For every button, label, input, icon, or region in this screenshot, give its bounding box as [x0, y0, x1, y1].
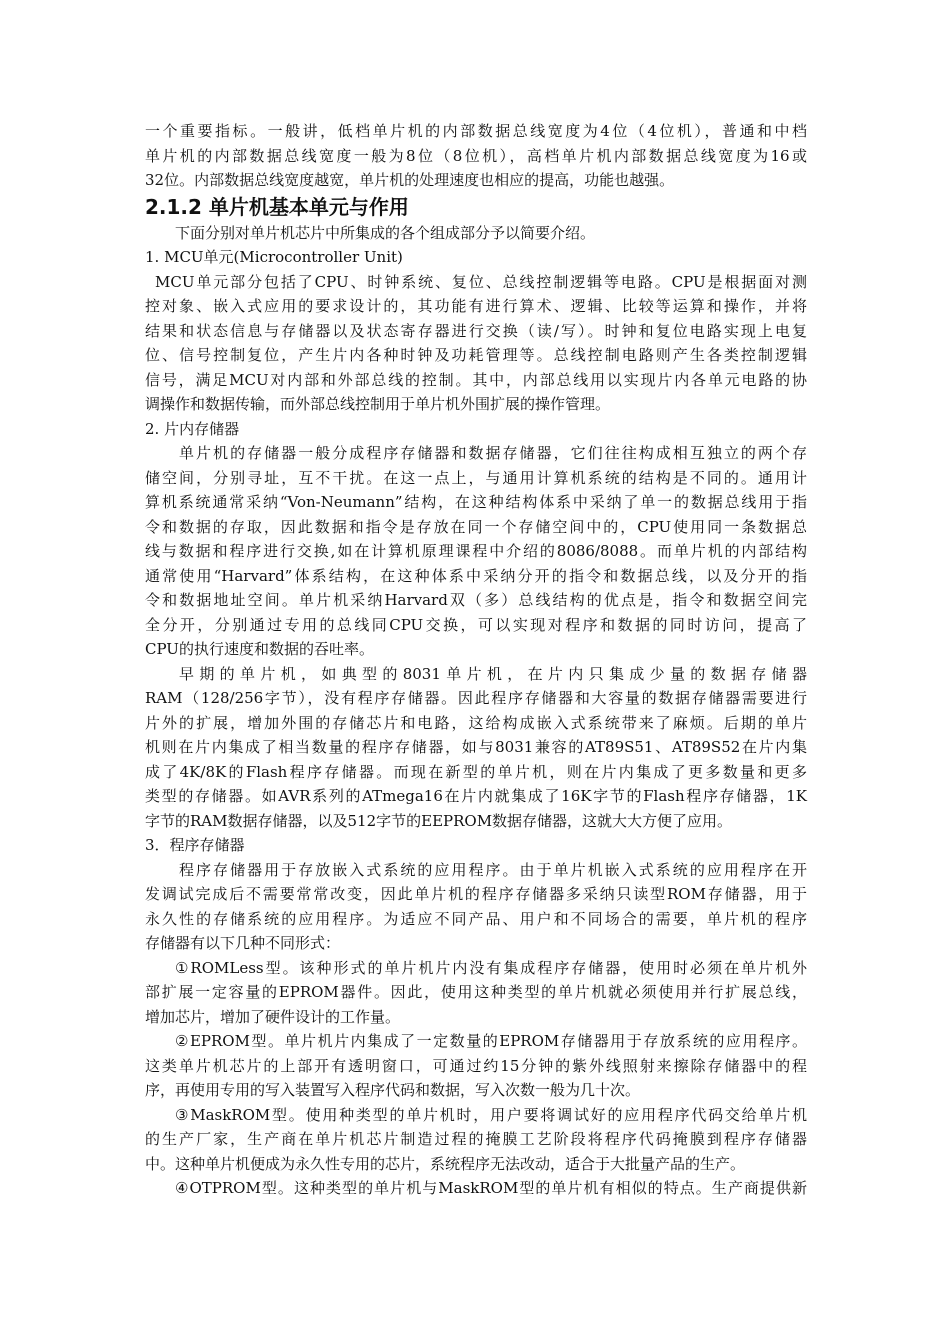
list-item-eprom	[145, 1029, 807, 1103]
text-line: ③MaskROM型。使用种类型的单片机时，用户要将调试好的应用程序代码交给单片机	[175, 1105, 807, 1124]
text-line: 序，再使用专用的写入装置写入程序代码和数据，写入次数一般为几十次。	[145, 1081, 641, 1099]
intro-paragraph	[145, 119, 807, 193]
mcu-paragraph	[145, 270, 807, 417]
text-line: 线与数据和程序进行交换,如在计算机原理课程中介绍的8086/8088。而单片机的内部结构	[145, 542, 807, 560]
section-heading: 2.1.2 单片机基本单元与作用	[145, 194, 409, 219]
text-line: 机则在片内集成了相当数量的程序存储器，如与8031兼容的AT89S51、AT89S52在片内集	[145, 738, 807, 756]
text-line: 早期的单片机，如典型的8031单片机，在片内只集成少量的数据存储器	[179, 664, 807, 683]
text-line: 32位。内部数据总线宽度越宽，单片机的处理速度也相应的提高，功能也越强。	[145, 171, 675, 189]
subsection-title-memory: 2. 片内存储器	[145, 419, 240, 438]
text-line: 令和数据地址空间。单片机采纳Harvard双（多）总线结构的优点是，指令和数据空间完	[145, 591, 807, 609]
list-item-romless	[145, 956, 807, 1030]
text-line: 单片机的内部数据总线宽度一般为8位（8位机），高档单片机内部数据总线宽度为16或	[145, 146, 807, 165]
text-line: 位、信号控制复位，产生片内各种时钟及功耗管理等。总线控制电路则产生各类控制逻辑	[145, 346, 807, 364]
text-line: 这类单片机芯片的上部开有透明窗口，可通过约15分钟的紫外线照射来擦除存储器中的程	[145, 1056, 807, 1075]
text-line: 发调试完成后不需要常常改变，因此单片机的程序存储器多采纳只读型ROM存储器，用于	[145, 885, 807, 903]
text-line: MCU单元部分包括了CPU、时钟系统、复位、总线控制逻辑等电路。CPU是根据面对测	[155, 272, 807, 291]
text-line: 结果和状态信息与存储器以及状态寄存器进行交换（读/写）。时钟和复位电路实现上电复	[145, 321, 807, 340]
text-line: 中。这种单片机便成为永久性专用的芯片，系统程序无法改动，适合于大批量产品的生产。	[145, 1154, 746, 1173]
text-line: 一个重要指标。一般讲，低档单片机的内部数据总线宽度为4位（4位机），普通和中档	[145, 122, 807, 140]
text-line: 单片机的存储器一般分成程序存储器和数据存储器，它们往往构成相互独立的两个存	[179, 444, 807, 462]
list-item-otprom	[145, 1176, 807, 1201]
text-line: 字节的RAM数据存储器，以及512字节的EEPROM数据存储器，这就大大方便了应用。	[145, 811, 733, 830]
text-line: 程序存储器用于存放嵌入式系统的应用程序。由于单片机嵌入式系统的应用程序在开	[179, 860, 807, 879]
list-item-maskrom	[145, 1103, 807, 1177]
text-line: 全分开，分别通过专用的总线同CPU交换，可以实现对程序和数据的同时访问，提高了	[145, 615, 807, 634]
section-intro: 下面分别对单片机芯片中所集成的各个组成部分予以简要介绍。	[175, 223, 596, 242]
text-line: ①ROMLess型。该种形式的单片机片内没有集成程序存储器，使用时必须在单片机外	[175, 958, 807, 977]
text-line: 令和数据的存取，因此数据和指令是存放在同一个存储空间中的，CPU使用同一条数据总	[145, 517, 807, 536]
text-line: 算机系统通常采纳“Von-Neumann”结构，在这种结构体系中采纳了单一的数据总线用于指	[145, 493, 807, 511]
text-line: 增加芯片，增加了硬件设计的工作量。	[145, 1007, 401, 1026]
program-memory-paragraph	[145, 858, 807, 956]
text-line: 成了4K/8K的Flash程序存储器。而现在新型的单片机，则在片内集成了更多数量和更多	[145, 762, 807, 781]
text-line: 永久性的存储系统的应用程序。为适应不同产品、用户和不同场合的需要，单片机的程序	[145, 909, 807, 928]
text-line: ④OTPROM型。这种类型的单片机与MaskROM型的单片机有相似的特点。生产商提供新	[175, 1179, 807, 1197]
text-line: 部扩展一定容量的EPROM器件。因此，使用这种类型的单片机就必须使用并行扩展总线，	[145, 983, 807, 1001]
text-line: 调操作和数据传输，而外部总线控制用于单片机外围扩展的操作管理。	[145, 395, 611, 413]
text-line: ②EPROM型。单片机片内集成了一定数量的EPROM存储器用于存放系统的应用程序。	[175, 1032, 807, 1050]
text-line: 类型的存储器。如AVR系列的ATmega16在片内就集成了16K字节的Flash程序存储器，1K	[145, 787, 807, 805]
text-line: CPU的执行速度和数据的吞吐率。	[145, 640, 374, 658]
text-line: 的生产厂家，生产商在单片机芯片制造过程的掩膜工艺阶段将程序代码掩膜到程序存储器	[145, 1130, 807, 1148]
text-line: 信号，满足MCU对内部和外部总线的控制。其中，内部总线用以实现片内各单元电路的协	[145, 370, 807, 389]
text-line: 储空间，分别寻址，互不干扰。在这一点上，与通用计算机系统的结构是不同的。通用计	[145, 468, 807, 487]
memory-paragraph-2	[145, 662, 807, 834]
subsection-title-program-memory: 3．程序存储器	[145, 836, 245, 854]
page-body	[145, 119, 807, 1201]
memory-paragraph-1	[145, 441, 807, 662]
text-line: 控对象、嵌入式应用的要求设计的，其功能有进行算术、逻辑、比较等运算和操作，并将	[145, 297, 807, 315]
text-line: RAM（128/256字节），没有程序存储器。因此程序存储器和大容量的数据存储器需要进行	[145, 689, 807, 707]
text-line: 片外的扩展，增加外围的存储芯片和电路，这给构成嵌入式系统带来了麻烦。后期的单片	[145, 713, 807, 732]
text-line: 存储器有以下几种不同形式：	[145, 934, 341, 952]
text-line: 通常使用“Harvard”体系结构，在这种体系中采纳分开的指令和数据总线，以及分开的指	[145, 566, 807, 585]
subsection-title-mcu: 1. MCU单元(Microcontroller Unit)	[145, 248, 403, 266]
